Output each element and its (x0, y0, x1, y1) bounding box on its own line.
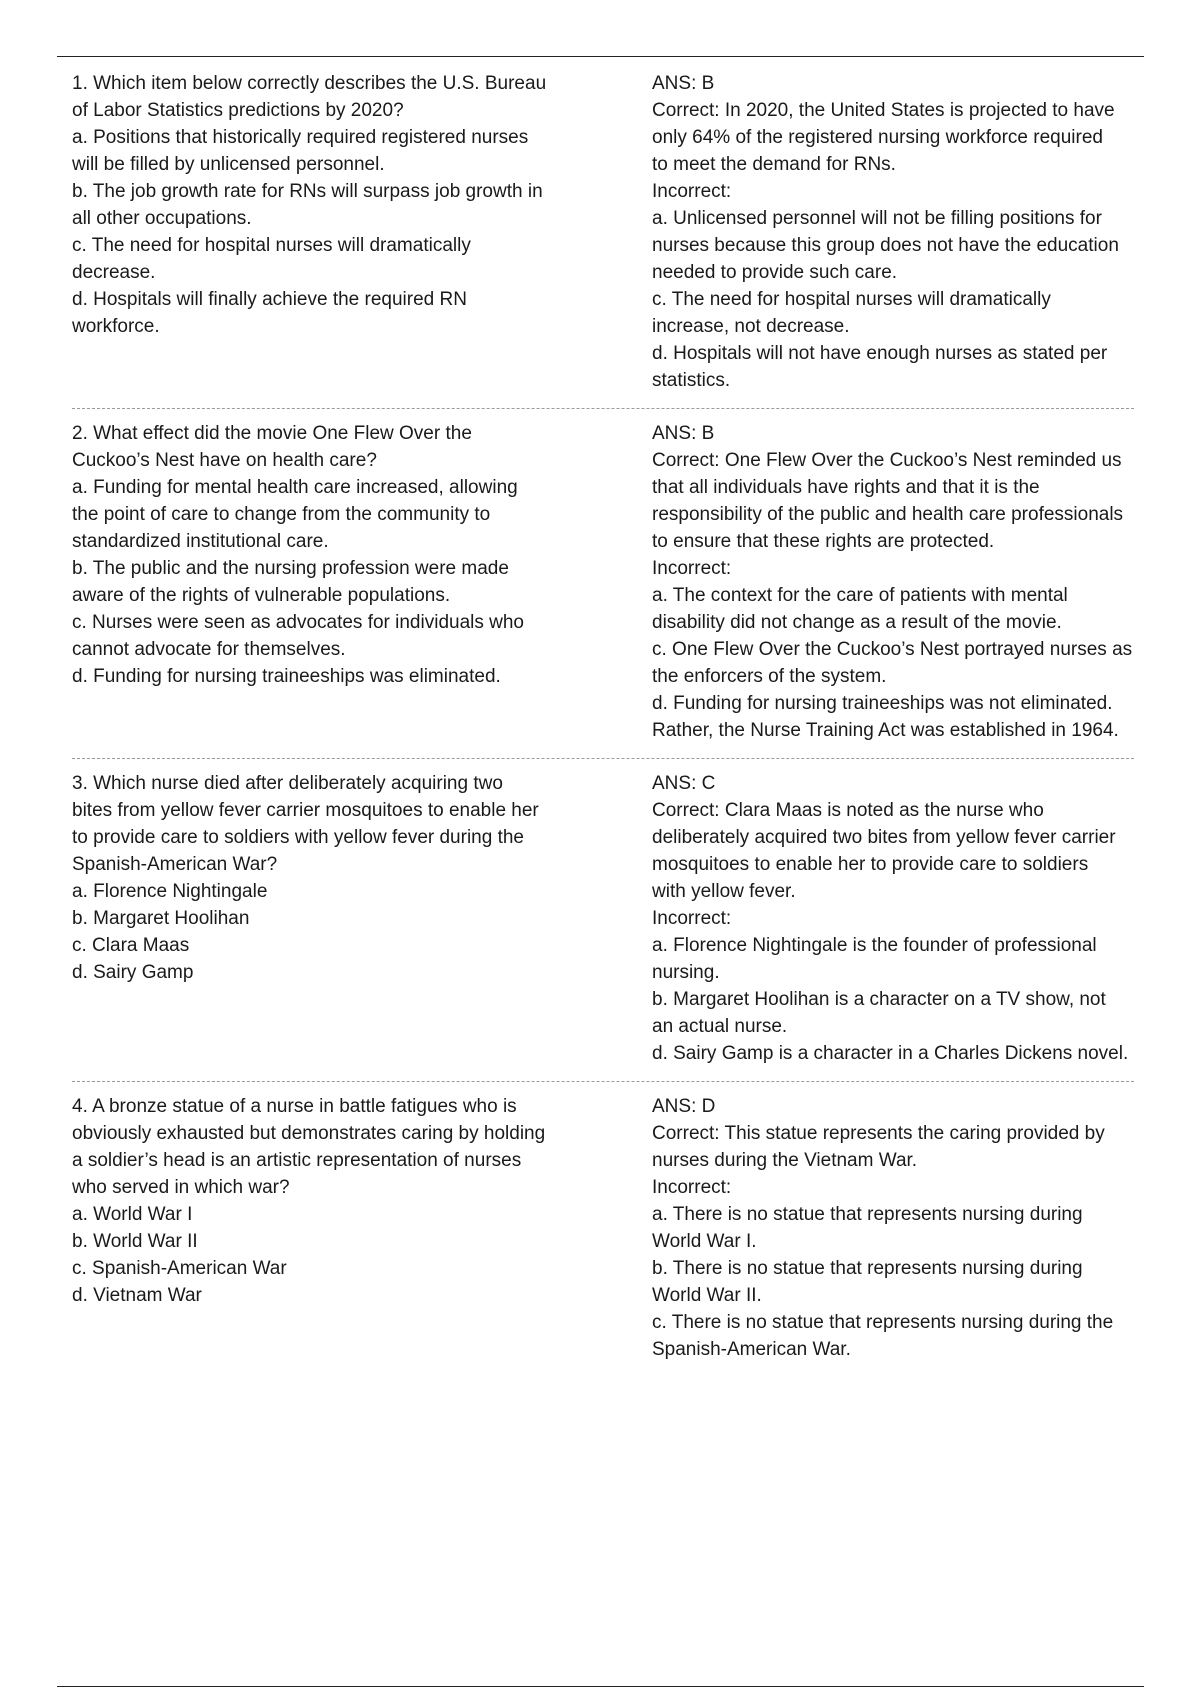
rationale-line: Incorrect: (652, 908, 732, 929)
question-line: c. Spanish-American War (72, 1258, 287, 1279)
question-block-2 (72, 420, 1162, 744)
question-separator (72, 1081, 1134, 1082)
question-line: all other occupations. (72, 208, 252, 229)
question-line: d. Vietnam War (72, 1285, 202, 1306)
rationale-line: c. There is no statue that represents nursing during the (652, 1312, 1114, 1333)
rationale-line: b. There is no statue that represents nursing during (652, 1258, 1083, 1279)
rationale-line: to ensure that these rights are protected. (652, 531, 995, 552)
question-stem-line: 2. What effect did the movie One Flew Over the (72, 423, 472, 444)
bottom-rule (57, 1686, 1144, 1687)
rationale-line: nurses because this group does not have the education (652, 235, 1119, 256)
question-line: will be filled by unlicensed personnel. (72, 154, 385, 175)
rationale-line: b. Margaret Hoolihan is a character on a TV show, not (652, 989, 1106, 1010)
question-line: a. Positions that historically required registered nurses (72, 127, 529, 148)
rationale-line: with yellow fever. (652, 881, 796, 902)
rationale-line: the enforcers of the system. (652, 666, 887, 687)
question-line: cannot advocate for themselves. (72, 639, 346, 660)
rationale-line: an actual nurse. (652, 1016, 788, 1037)
question-line: aware of the rights of vulnerable populations. (72, 585, 451, 606)
question-line: c. Nurses were seen as advocates for individuals who (72, 612, 525, 633)
rationale-line: Rather, the Nurse Training Act was established in 1964. (652, 720, 1119, 741)
rationale-line: Incorrect: (652, 558, 732, 579)
question-line: c. Clara Maas (72, 935, 190, 956)
answer-key: ANS: B (652, 423, 715, 444)
rationale-line: Spanish-American War. (652, 1339, 851, 1360)
rationale-line: to meet the demand for RNs. (652, 154, 896, 175)
question-text (72, 70, 582, 340)
rationale-line: Correct: One Flew Over the Cuckoo’s Nest reminded us (652, 450, 1122, 471)
question-line: bites from yellow fever carrier mosquitoes to enable her (72, 800, 539, 821)
answer-key: ANS: C (652, 773, 716, 794)
rationale-line: nursing. (652, 962, 720, 983)
question-line: a. World War I (72, 1204, 193, 1225)
rationale-line: needed to provide such care. (652, 262, 898, 283)
question-line: decrease. (72, 262, 156, 283)
rationale-line: disability did not change as a result of the movie. (652, 612, 1062, 633)
question-text (72, 1093, 582, 1309)
question-line: b. The job growth rate for RNs will surpass job growth in (72, 181, 543, 202)
question-text (72, 770, 582, 986)
question-line: Spanish-American War? (72, 854, 278, 875)
question-line: of Labor Statistics predictions by 2020? (72, 100, 404, 121)
question-line: workforce. (72, 316, 160, 337)
question-line: standardized institutional care. (72, 531, 329, 552)
rationale-line: a. Florence Nightingale is the founder of professional (652, 935, 1097, 956)
rationale-line: d. Sairy Gamp is a character in a Charles Dickens novel. (652, 1043, 1129, 1064)
question-line: d. Funding for nursing traineeships was eliminated. (72, 666, 501, 687)
answer-key: ANS: D (652, 1096, 716, 1117)
rationale-line: nurses during the Vietnam War. (652, 1150, 918, 1171)
question-line: b. World War II (72, 1231, 198, 1252)
question-line: d. Sairy Gamp (72, 962, 194, 983)
top-rule (57, 56, 1144, 57)
rationale-line: Correct: Clara Maas is noted as the nurse who (652, 800, 1044, 821)
rationale-line: d. Hospitals will not have enough nurses as stated per (652, 343, 1108, 364)
rationale-line: a. The context for the care of patients with mental (652, 585, 1068, 606)
question-block-3 (72, 770, 1162, 1067)
question-line: b. Margaret Hoolihan (72, 908, 250, 929)
rationale-line: World War I. (652, 1231, 757, 1252)
rationale-line: increase, not decrease. (652, 316, 850, 337)
question-stem-line: 3. Which nurse died after deliberately acquiring two (72, 773, 503, 794)
question-line: who served in which war? (72, 1177, 290, 1198)
rationale-line: Correct: In 2020, the United States is projected to have (652, 100, 1115, 121)
question-block-1 (72, 70, 1162, 394)
question-stem-line: 4. A bronze statue of a nurse in battle fatigues who is (72, 1096, 517, 1117)
question-list (72, 70, 1162, 1363)
rationale-line: c. One Flew Over the Cuckoo’s Nest portrayed nurses as (652, 639, 1133, 660)
rationale-line: only 64% of the registered nursing workforce required (652, 127, 1103, 148)
question-line: to provide care to soldiers with yellow fever during the (72, 827, 525, 848)
rationale-line: d. Funding for nursing traineeships was not eliminated. (652, 693, 1113, 714)
question-line: c. The need for hospital nurses will dramatically (72, 235, 471, 256)
rationale-line: a. There is no statue that represents nursing during (652, 1204, 1083, 1225)
answer-rationale (652, 420, 1162, 744)
question-line: b. The public and the nursing profession were made (72, 558, 509, 579)
question-separator (72, 758, 1134, 759)
answer-rationale (652, 770, 1162, 1067)
answer-key: ANS: B (652, 73, 715, 94)
question-line: obviously exhausted but demonstrates caring by holding (72, 1123, 546, 1144)
question-block-4 (72, 1093, 1162, 1363)
rationale-line: Incorrect: (652, 1177, 732, 1198)
rationale-line: World War II. (652, 1285, 762, 1306)
rationale-line: a. Unlicensed personnel will not be filling positions for (652, 208, 1102, 229)
question-line: a. Funding for mental health care increased, allowing (72, 477, 518, 498)
question-separator (72, 408, 1134, 409)
rationale-line: deliberately acquired two bites from yellow fever carrier (652, 827, 1116, 848)
rationale-line: responsibility of the public and health care professionals (652, 504, 1124, 525)
question-line: Cuckoo’s Nest have on health care? (72, 450, 377, 471)
answer-rationale (652, 1093, 1162, 1363)
question-text (72, 420, 582, 690)
rationale-line: c. The need for hospital nurses will dramatically (652, 289, 1051, 310)
question-line: a. Florence Nightingale (72, 881, 268, 902)
question-line: d. Hospitals will finally achieve the required RN (72, 289, 467, 310)
rationale-line: Incorrect: (652, 181, 732, 202)
answer-rationale (652, 70, 1162, 394)
rationale-line: statistics. (652, 370, 731, 391)
question-stem-line: 1. Which item below correctly describes the U.S. Bureau (72, 73, 547, 94)
question-line: a soldier’s head is an artistic representation of nurses (72, 1150, 522, 1171)
rationale-line: that all individuals have rights and that it is the (652, 477, 1040, 498)
question-line: the point of care to change from the community to (72, 504, 491, 525)
rationale-line: mosquitoes to enable her to provide care to soldiers (652, 854, 1089, 875)
rationale-line: Correct: This statue represents the caring provided by (652, 1123, 1105, 1144)
